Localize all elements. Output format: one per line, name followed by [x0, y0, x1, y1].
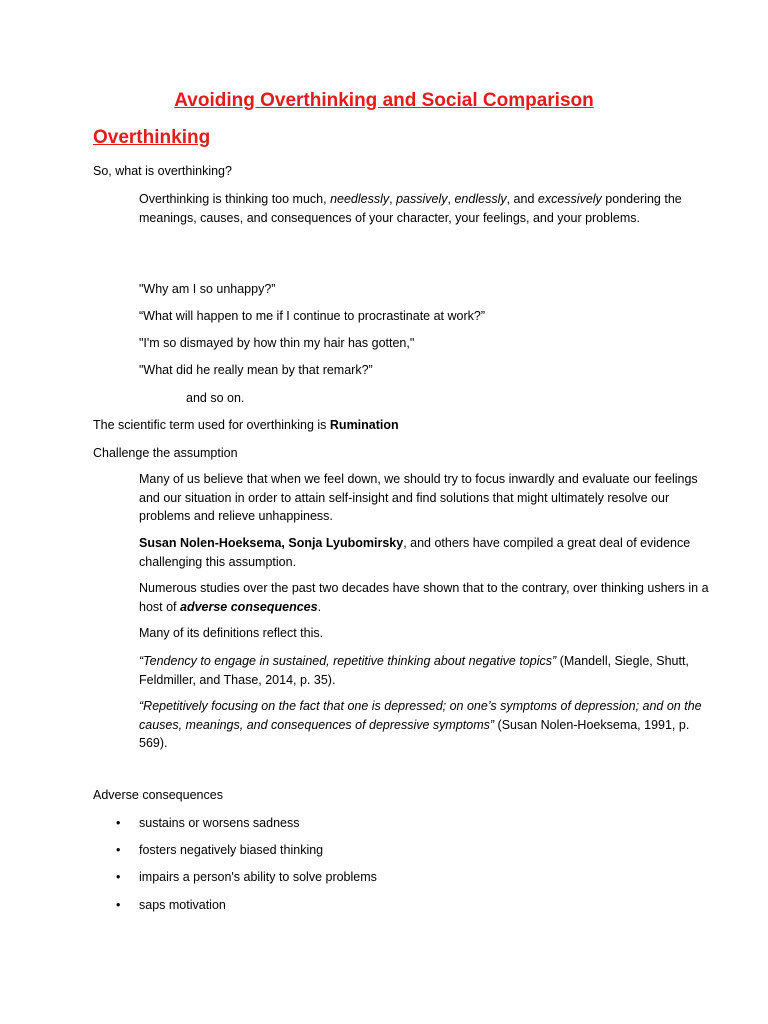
challenge-text: , and others have compiled a great deal of evidence challenging this assumption. — [139, 536, 691, 569]
scientific-term-line — [93, 416, 713, 435]
section-heading-overthinking: Overthinking — [93, 127, 211, 148]
challenge-paragraph-1: Many of us believe that when we feel down, we should try to focus inwardly and evaluate our feelings and our situation in order to attain self-insight and find solutions that might ultimately resolve our problems and relieve unhappiness. — [139, 472, 698, 523]
document-title: Avoiding Overthinking and Social Comparison — [174, 90, 594, 111]
definition-emphasis: endlessly — [454, 192, 507, 206]
list-item: fosters negatively biased thinking — [139, 843, 324, 857]
bullet-icon: • — [116, 843, 121, 857]
definition-emphasis: passively — [396, 192, 448, 206]
challenge-text: Numerous studies over the past two decades have shown that to the contrary, over thinking ushers in a host of — [139, 581, 709, 614]
definition-text: pondering the meanings, causes, and consequences of your character, your feelings, and your problems. — [139, 192, 682, 225]
list-item: saps motivation — [139, 898, 226, 912]
definition-quote-1 — [139, 652, 709, 689]
definitions-intro: Many of its definitions reflect this. — [139, 626, 324, 640]
adverse-consequences-heading: Adverse consequences — [93, 788, 223, 802]
quote-citation: (Mandell, Siegle, Shutt, Feldmiller, and Thase, 2014, p. 35). — [139, 654, 689, 687]
challenge-heading: Challenge the assumption — [93, 446, 238, 460]
adverse-consequences-emphasis: adverse consequences — [180, 599, 318, 614]
quote-text: “Repetitively focusing on the fact that one is depressed; on one’s symptoms of depression; and on the causes, meanings, and consequences of depressive symptoms” — [139, 699, 702, 732]
list-item: impairs a person's ability to solve problems — [139, 870, 377, 884]
question-text: So, what is overthinking? — [93, 164, 232, 178]
bullet-icon: • — [116, 898, 121, 912]
quote-text: “Tendency to engage in sustained, repetitive thinking about negative topics” — [139, 654, 557, 668]
definition-emphasis: needlessly — [330, 192, 390, 206]
example-question: "Why am I so unhappy?” — [139, 282, 276, 296]
definition-quote-2 — [139, 697, 709, 753]
bullet-icon: • — [116, 870, 121, 884]
example-question: "What did he really mean by that remark?” — [139, 363, 373, 377]
challenge-paragraph-2 — [139, 534, 709, 571]
and-so-on-text: and so on. — [186, 391, 245, 405]
quote-citation: (Susan Nolen-Hoeksema, 1991, p. 569). — [139, 717, 690, 750]
scientific-term: Rumination — [329, 418, 399, 432]
definition-paragraph — [139, 190, 709, 227]
researcher-names: Susan Nolen-Hoeksema, Sonja Lyubomirsky — [139, 536, 404, 550]
challenge-paragraph-3 — [139, 579, 709, 616]
definition-emphasis: excessively — [537, 192, 602, 206]
definition-text: Overthinking is thinking too much, — [139, 192, 331, 206]
example-question: "I'm so dismayed by how thin my hair has gotten," — [139, 336, 415, 350]
example-question: “What will happen to me if I continue to procrastinate at work?” — [139, 309, 485, 323]
definition-text: , — [447, 192, 455, 206]
definition-text: , and — [506, 192, 538, 206]
bullet-icon: • — [116, 816, 121, 830]
challenge-text: . — [317, 599, 322, 614]
scientific-term-prefix: The scientific term used for overthinking is — [93, 418, 330, 432]
list-item: sustains or worsens sadness — [139, 816, 300, 830]
definition-text: , — [389, 192, 397, 206]
